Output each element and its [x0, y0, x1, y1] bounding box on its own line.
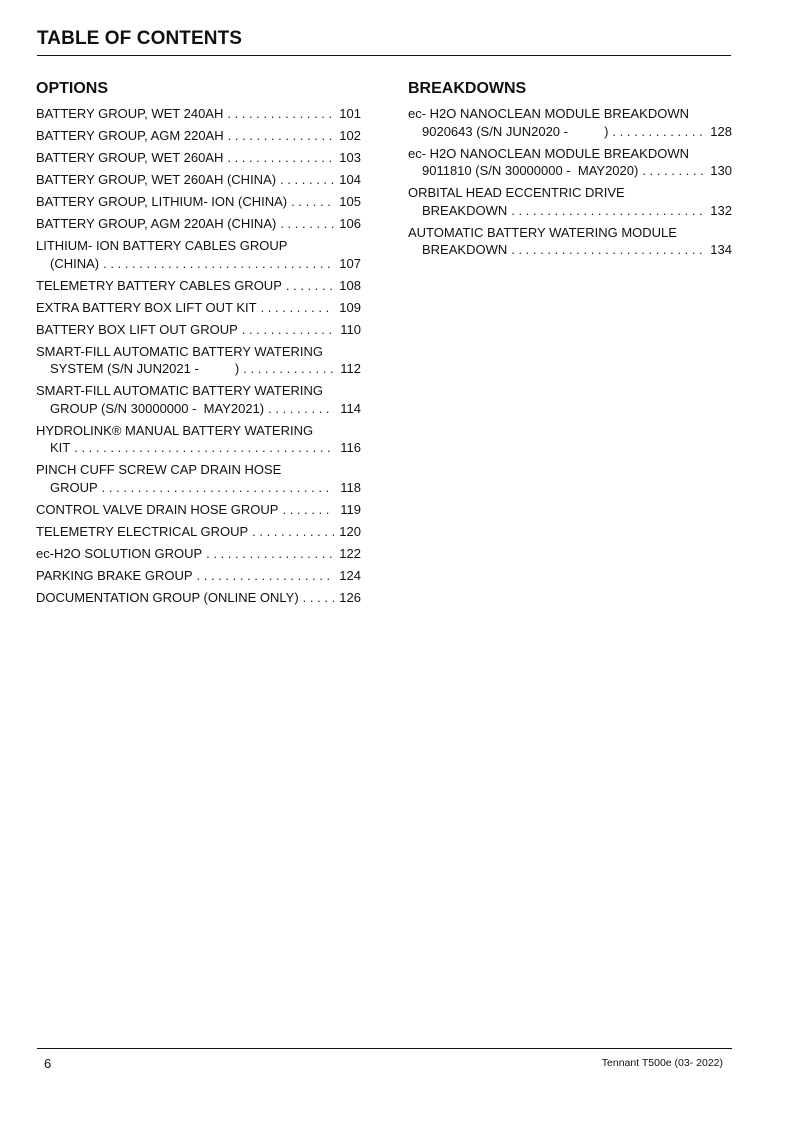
- toc-page-number: 134: [710, 242, 732, 257]
- toc-page-number: 103: [339, 150, 361, 165]
- toc-entry-label: SYSTEM (S/N JUN2021 - ): [50, 361, 240, 376]
- toc-page-number: 108: [339, 277, 361, 293]
- toc-entry-line: [36, 461, 361, 479]
- toc-entry-label: BATTERY BOX LIFT OUT GROUP: [36, 321, 238, 337]
- breakdowns-column: [408, 79, 732, 263]
- footer-document-title: Tennant T500e (03- 2022): [601, 1057, 723, 1069]
- toc-page-number: 112: [340, 361, 361, 376]
- toc-entry-label: SMART-FILL AUTOMATIC BATTERY WATERING: [36, 343, 324, 359]
- toc-entry-label: PINCH CUFF SCREW CAP DRAIN HOSE: [36, 462, 282, 477]
- options-heading: OPTIONS: [36, 80, 109, 97]
- toc-entry-line: [36, 589, 361, 607]
- toc-entry[interactable]: [36, 299, 361, 317]
- toc-entry-line: [408, 224, 732, 242]
- toc-entry-line: [36, 400, 361, 418]
- toc-entry-label: ORBITAL HEAD ECCENTRIC DRIVE: [408, 185, 625, 200]
- toc-entry[interactable]: [36, 382, 361, 417]
- toc-entry-line: [408, 162, 732, 180]
- toc-entry-line: [36, 193, 361, 211]
- toc-entry-label: KIT: [50, 440, 71, 455]
- toc-entry-line: [36, 343, 361, 361]
- footer-page-number: 6: [44, 1056, 52, 1071]
- toc-entry-line: [408, 123, 732, 141]
- breakdowns-list: [408, 105, 732, 259]
- toc-entry-label: EXTRA BATTERY BOX LIFT OUT KIT: [36, 299, 257, 315]
- toc-entry[interactable]: [36, 523, 361, 541]
- dot-leader: [227, 105, 334, 123]
- toc-entry-line: [36, 501, 361, 519]
- title-divider: [37, 55, 731, 56]
- dot-leader: [280, 171, 334, 189]
- toc-entry-line: [36, 523, 361, 541]
- toc-entry[interactable]: [36, 501, 361, 519]
- toc-page-number: 126: [339, 589, 361, 605]
- toc-entry-label: BATTERY GROUP, WET 240AH: [36, 106, 224, 121]
- toc-entry-line: [36, 545, 361, 563]
- toc-entry-line: [36, 382, 361, 400]
- toc-entry-label: 9011810 (S/N 30000000 - MAY2020): [422, 163, 639, 178]
- dot-leader: [242, 321, 334, 339]
- toc-entry-label: HYDROLINK® MANUAL BATTERY WATERING: [36, 422, 314, 438]
- toc-entry[interactable]: [36, 105, 361, 123]
- toc-entry-line: [408, 105, 732, 123]
- toc-entry-label: CONTROL VALVE DRAIN HOSE GROUP: [36, 501, 279, 517]
- footer-divider: [37, 1048, 732, 1049]
- toc-entry-line: [408, 202, 732, 220]
- toc-entry[interactable]: [408, 105, 732, 140]
- toc-entry-label: BATTERY GROUP, LITHIUM- ION (CHINA): [36, 194, 288, 209]
- toc-entry-label: GROUP: [50, 479, 98, 495]
- dot-leader: [197, 567, 334, 585]
- toc-entry-line: [36, 215, 361, 233]
- toc-entry[interactable]: [36, 343, 361, 378]
- dot-leader: [268, 400, 334, 418]
- toc-entry-line: [36, 321, 361, 339]
- toc-entry-line: [408, 241, 732, 259]
- toc-page-number: 114: [340, 400, 361, 416]
- toc-page-number: 107: [339, 255, 361, 271]
- dot-leader: [612, 123, 705, 141]
- toc-page-number: 128: [710, 123, 732, 139]
- toc-page-number: 109: [339, 299, 361, 315]
- toc-entry-label: ec- H2O NANOCLEAN MODULE BREAKDOWN: [408, 106, 689, 121]
- toc-entry[interactable]: [36, 589, 361, 607]
- toc-entry-line: [408, 184, 732, 202]
- toc-page-number: 132: [710, 202, 732, 218]
- toc-entry-label: TELEMETRY ELECTRICAL GROUP: [36, 523, 249, 539]
- toc-entry-line: [36, 360, 361, 378]
- toc-entry[interactable]: [36, 193, 361, 211]
- dot-leader: [206, 545, 334, 563]
- breakdowns-heading: BREAKDOWNS: [408, 80, 527, 97]
- toc-entry[interactable]: [36, 461, 361, 496]
- toc-entry[interactable]: [36, 127, 361, 145]
- toc-entry-label: (CHINA): [50, 255, 100, 271]
- toc-entry-label: TELEMETRY BATTERY CABLES GROUP: [36, 277, 282, 293]
- toc-entry[interactable]: [36, 277, 361, 295]
- dot-leader: [243, 360, 334, 378]
- toc-entry[interactable]: [36, 321, 361, 339]
- toc-page-number: 106: [339, 216, 361, 231]
- toc-entry-label: AUTOMATIC BATTERY WATERING MODULE: [408, 224, 677, 240]
- toc-page-number: 118: [340, 479, 361, 495]
- dot-leader: [74, 439, 334, 457]
- toc-entry[interactable]: [36, 567, 361, 585]
- toc-page-number: 119: [340, 501, 361, 517]
- page-title: TABLE OF CONTENTS: [37, 28, 243, 49]
- toc-entry-label: DOCUMENTATION GROUP (ONLINE ONLY): [36, 589, 299, 605]
- toc-entry-line: [36, 255, 361, 273]
- toc-page-number: 101: [339, 106, 361, 121]
- toc-entry-label: BATTERY GROUP, WET 260AH: [36, 150, 224, 165]
- toc-entry-label: SMART-FILL AUTOMATIC BATTERY WATERING: [36, 383, 324, 398]
- toc-page-number: 124: [339, 567, 361, 583]
- toc-entry-label: 9020643 (S/N JUN2020 - ): [422, 123, 609, 139]
- toc-entry[interactable]: [36, 545, 361, 563]
- toc-entry-label: LITHIUM- ION BATTERY CABLES GROUP: [36, 238, 288, 253]
- toc-entry-line: [36, 171, 361, 189]
- dot-leader: [280, 215, 334, 233]
- toc-page-number: 104: [339, 172, 361, 187]
- toc-entry-label: BATTERY GROUP, AGM 220AH: [36, 128, 224, 143]
- toc-entry-label: BATTERY GROUP, WET 260AH (CHINA): [36, 172, 277, 187]
- toc-page-number: 120: [339, 523, 361, 539]
- dot-leader: [511, 241, 705, 259]
- toc-entry-line: [36, 567, 361, 585]
- toc-entry[interactable]: [36, 171, 361, 189]
- toc-entry[interactable]: [36, 422, 361, 457]
- toc-entry-label: GROUP (S/N 30000000 - MAY2021): [50, 400, 265, 416]
- toc-page-number: 102: [339, 128, 361, 143]
- toc-entry-line: [36, 299, 361, 317]
- toc-page-number: 116: [340, 440, 361, 455]
- toc-page-number: 105: [339, 194, 361, 209]
- toc-entry-label: BREAKDOWN: [422, 242, 508, 257]
- toc-entry-line: [36, 277, 361, 295]
- toc-entry[interactable]: [36, 237, 361, 272]
- dot-leader: [227, 149, 334, 167]
- dot-leader: [286, 277, 334, 295]
- dot-leader: [102, 479, 334, 497]
- dot-leader: [252, 523, 334, 541]
- toc-entry[interactable]: [408, 145, 732, 180]
- dot-leader: [511, 202, 705, 220]
- toc-entry[interactable]: [408, 224, 732, 259]
- options-column: [36, 79, 361, 611]
- toc-entry-line: [36, 149, 361, 167]
- toc-entry-line: [36, 105, 361, 123]
- dot-leader: [261, 299, 334, 317]
- toc-entry-line: [36, 237, 361, 255]
- dot-leader: [282, 501, 334, 519]
- toc-entry-line: [36, 422, 361, 440]
- toc-entry-label: ec- H2O NANOCLEAN MODULE BREAKDOWN: [408, 145, 689, 161]
- toc-entry-label: BREAKDOWN: [422, 202, 508, 218]
- toc-entry-line: [36, 479, 361, 497]
- toc-entry[interactable]: [408, 184, 732, 219]
- toc-entry-line: [36, 127, 361, 145]
- toc-entry-line: [36, 439, 361, 457]
- toc-entry-label: BATTERY GROUP, AGM 220AH (CHINA): [36, 216, 277, 231]
- toc-page-number: 110: [340, 321, 361, 337]
- dot-leader: [642, 162, 705, 180]
- dot-leader: [303, 589, 334, 607]
- toc-entry-label: PARKING BRAKE GROUP: [36, 567, 193, 583]
- dot-leader: [228, 127, 334, 145]
- toc-page-number: 122: [339, 545, 361, 561]
- toc-page-number: 130: [710, 163, 732, 178]
- toc-entry-label: ec-H2O SOLUTION GROUP: [36, 545, 203, 561]
- dot-leader: [291, 193, 334, 211]
- toc-entry-line: [408, 145, 732, 163]
- options-list: [36, 105, 361, 606]
- dot-leader: [103, 255, 334, 273]
- toc-entry[interactable]: [36, 215, 361, 233]
- toc-entry[interactable]: [36, 149, 361, 167]
